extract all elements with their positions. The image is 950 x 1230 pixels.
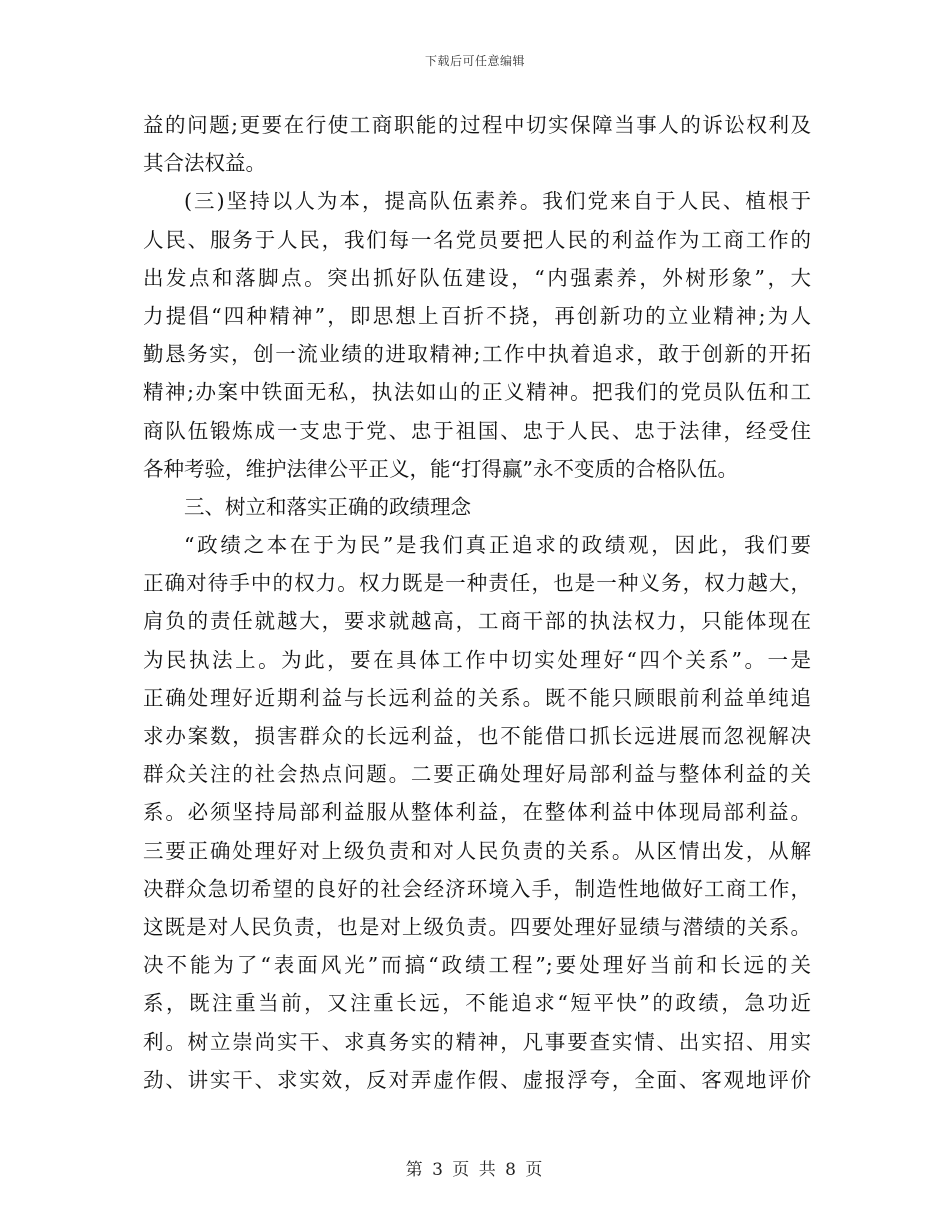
text-line: 系。必须坚持局部利益服从整体利益，在整体利益中体现局部利益。: [143, 800, 811, 825]
text-line: 求办案数，损害群众的长远利益，也不能借口抓长远进展而忽视解决: [143, 724, 811, 748]
text-line: 系，既注重当前，又注重长远，不能追求“短平快”的政绩，急功近: [143, 991, 811, 1016]
text-line: 利。树立崇尚实干、求真务实的精神，凡事要查实情、出实招、用实: [143, 1029, 811, 1054]
text-line: 力提倡“四种精神”，即思想上百折不挠，再创新功的立业精神;为人: [143, 303, 811, 328]
text-line: 决群众急切希望的良好的社会经济环境入手，制造性地做好工商工作，: [143, 876, 811, 901]
text-line: 正确对待手中的权力。权力既是一种责任，也是一种义务，权力越大，: [143, 571, 811, 596]
text-line: 出发点和落脚点。突出抓好队伍建设，“内强素养，外树形象”，大: [143, 265, 811, 290]
text-line: 商队伍锻炼成一支忠于党、忠于祖国、忠于人民、忠于法律，经受住: [143, 418, 811, 443]
text-line: 这既是对人民负责，也是对上级负责。四要处理好显绩与潜绩的关系。: [143, 914, 811, 939]
text-line: 劲、讲实干、求实效，反对弄虚作假、虚报浮夸，全面、客观地评价: [143, 1067, 811, 1092]
text-line: 为民执法上。为此，要在具体工作中切实处理好“四个关系”。一是: [143, 647, 811, 672]
text-line: 三、树立和落实正确的政绩理念: [184, 494, 471, 519]
text-line: 勤恳务实，创一流业绩的进取精神;工作中执着追求，敢于创新的开拓: [143, 342, 811, 367]
text-line: 决不能为了“表面风光”而搞“政绩工程”;要处理好当前和长远的关: [143, 953, 811, 978]
text-line: 肩负的责任就越大，要求就越高，工商干部的执法权力，只能体现在: [143, 609, 811, 634]
text-line: 人民、服务于人民，我们每一名党员要把人民的利益作为工商工作的: [143, 227, 811, 252]
text-line: (三)坚持以人为本，提高队伍素养。我们党来自于人民、植根于: [184, 189, 811, 214]
text-line: 群众关注的社会热点问题。二要正确处理好局部利益与整体利益的关: [143, 762, 811, 787]
document-body: [143, 106, 811, 1099]
page-number-footer: 第 3 页 共 8 页: [405, 1160, 545, 1180]
text-line: 三要正确处理好对上级负责和对人民负责的关系。从区情出发，从解: [143, 838, 811, 863]
text-line: 正确处理好近期利益与长远利益的关系。既不能只顾眼前利益单纯追: [143, 685, 811, 710]
text-line: 各种考验，维护法律公平正义，能“打得赢”永不变质的合格队伍。: [143, 456, 738, 481]
text-line: 益的问题;更要在行使工商职能的过程中切实保障当事人的诉讼权利及: [143, 113, 811, 137]
text-line: 精神;办案中铁面无私，执法如山的正义精神。把我们的党员队伍和工: [143, 380, 811, 405]
page-header-note: 下载后可任意编辑: [424, 54, 525, 68]
text-line: “政绩之本在于为民”是我们真正追求的政绩观，因此，我们要: [184, 533, 811, 558]
text-line: 其合法权益。: [143, 151, 266, 176]
